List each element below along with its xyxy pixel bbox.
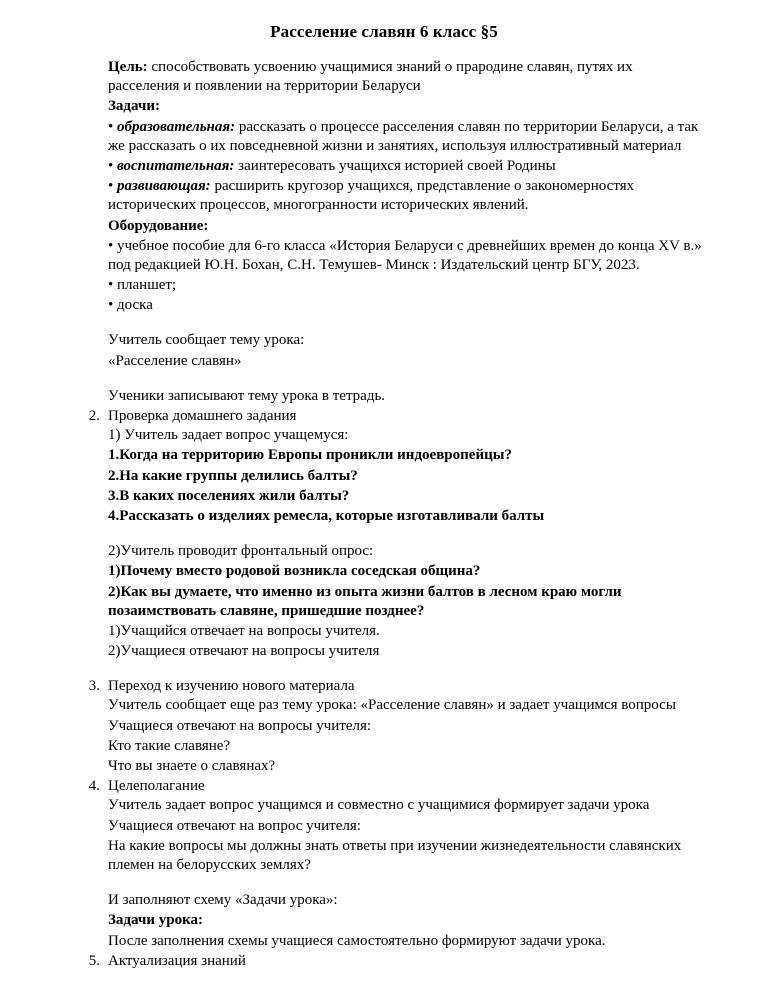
task-label: воспитательная: — [117, 157, 235, 174]
equipment-item-textbook: • учебное пособие для 6-го класса «История Беларуси с древнейших времен до конца XV в.» под редакцией Ю.Н. Бохан, С.Н. Темушев- Минск : Издательский центр БГУ, 2023. — [108, 237, 702, 273]
teacher-announce-line: Учитель сообщает тему урока: — [108, 332, 305, 349]
list-item: Кто такие славяне? — [108, 737, 231, 754]
section-heading: Актуализация знаний — [108, 952, 246, 969]
section-number: 2. — [88, 408, 100, 424]
list-item: Учащиеся отвечают на вопросы учителя: — [108, 717, 372, 734]
task-item-upbringing — [108, 157, 706, 176]
task-bullet: • — [108, 157, 114, 174]
task-bullet: • — [108, 118, 114, 135]
list-item: 1) Учитель задает вопрос учащемуся: — [108, 427, 349, 444]
equipment-item-board: • доска — [108, 297, 153, 314]
task-bullet: • — [108, 178, 114, 195]
section-3-lines — [108, 696, 706, 776]
list-item: 2)Учащиеся отвечают на вопросы учителя — [108, 643, 380, 660]
list-item: 4.Рассказать о изделиях ремесла, которые изготавливали балты — [108, 507, 545, 524]
section-number: 3. — [88, 678, 100, 695]
section-2-lines — [108, 426, 706, 661]
section-2 — [62, 407, 706, 426]
list-item: 1)Почему вместо родовой возникла соседская община? — [108, 563, 481, 580]
task-item-educational — [108, 118, 706, 156]
list-item: 2.На какие группы делились балты? — [108, 467, 358, 484]
list-item: 2)Учитель проводит фронтальный опрос: — [108, 543, 374, 560]
tasks-heading-label: Задачи: — [108, 98, 161, 115]
section-number: 5. — [88, 952, 100, 969]
equipment-item-tablet: • планшет; — [108, 277, 177, 294]
task-item-developing — [108, 177, 706, 215]
spacer — [108, 527, 706, 542]
list-item: На какие вопросы мы должны знать ответы при изучении жизнедеятельности славянских племен на белорусских землях? — [108, 837, 682, 873]
section-heading: Переход к изучению нового материала — [108, 678, 355, 695]
section-4 — [62, 777, 706, 796]
list-item: Учитель задает вопрос учащимся и совместно с учащимися формирует задачи урока — [108, 797, 650, 814]
section-5 — [62, 952, 706, 971]
list-item: 1)Учащийся отвечает на вопросы учителя. — [108, 622, 380, 639]
list-item: Учитель сообщает еще раз тему урока: «Расселение славян» и задает учащимся вопросы — [108, 697, 676, 714]
list-item: И заполняют схему «Задачи урока»: — [108, 892, 338, 909]
list-item: 3.В каких поселениях жили балты? — [108, 487, 350, 504]
section-4-lines — [108, 796, 706, 950]
list-item: Что вы знаете о славянах? — [108, 758, 276, 774]
goal-text: способствовать усвоению учащимися знаний о прародине славян, путях их расселения и появлении на территории Беларуси — [108, 59, 633, 95]
tasks-heading — [108, 97, 706, 116]
spacer — [62, 316, 706, 331]
section-3 — [62, 677, 706, 696]
equipment-heading — [108, 217, 706, 236]
section-heading: Проверка домашнего задания — [108, 408, 297, 424]
task-label: развивающая: — [117, 178, 211, 195]
task-text: рассказать о процессе расселения славян по территории Беларуси, а так же рассказать о их повседневной жизни и занятиях, используя иллюстративный материал — [108, 118, 699, 154]
task-text: заинтересовать учащихся историей своей Родины — [234, 157, 556, 174]
topic-quote-line: «Расселение славян» — [108, 352, 242, 369]
list-item: Задачи урока: — [108, 912, 204, 929]
equipment-heading-label: Оборудование: — [108, 217, 209, 234]
goal-label: Цель: — [108, 59, 148, 75]
document-body — [62, 58, 706, 971]
list-item: Учащиеся отвечают на вопрос учителя: — [108, 817, 361, 834]
task-text: расширить кругозор учащихся, представление о закономерностях исторических процессов, многогранности исторических явлений. — [108, 178, 635, 214]
section-heading: Целеполагание — [108, 778, 205, 795]
spacer — [62, 662, 706, 677]
spacer — [108, 876, 706, 891]
page-title: Расселение славян 6 класс §5 — [270, 22, 498, 41]
spacer — [62, 372, 706, 387]
list-item: 1.Когда на территорию Европы проникли индоевропейцы? — [108, 447, 512, 464]
section-number: 4. — [88, 778, 100, 795]
list-item: После заполнения схемы учащиеся самостоятельно формируют задачи урока. — [108, 932, 606, 949]
students-write-line: Ученики записывают тему урока в тетрадь. — [108, 387, 386, 404]
goal-paragraph — [108, 58, 706, 96]
list-item: 2)Как вы думаете, что именно из опыта жизни балтов в лесном краю могли позаимствовать славяне, пришедшие позднее? — [108, 583, 622, 619]
task-label: образовательная: — [117, 118, 236, 135]
